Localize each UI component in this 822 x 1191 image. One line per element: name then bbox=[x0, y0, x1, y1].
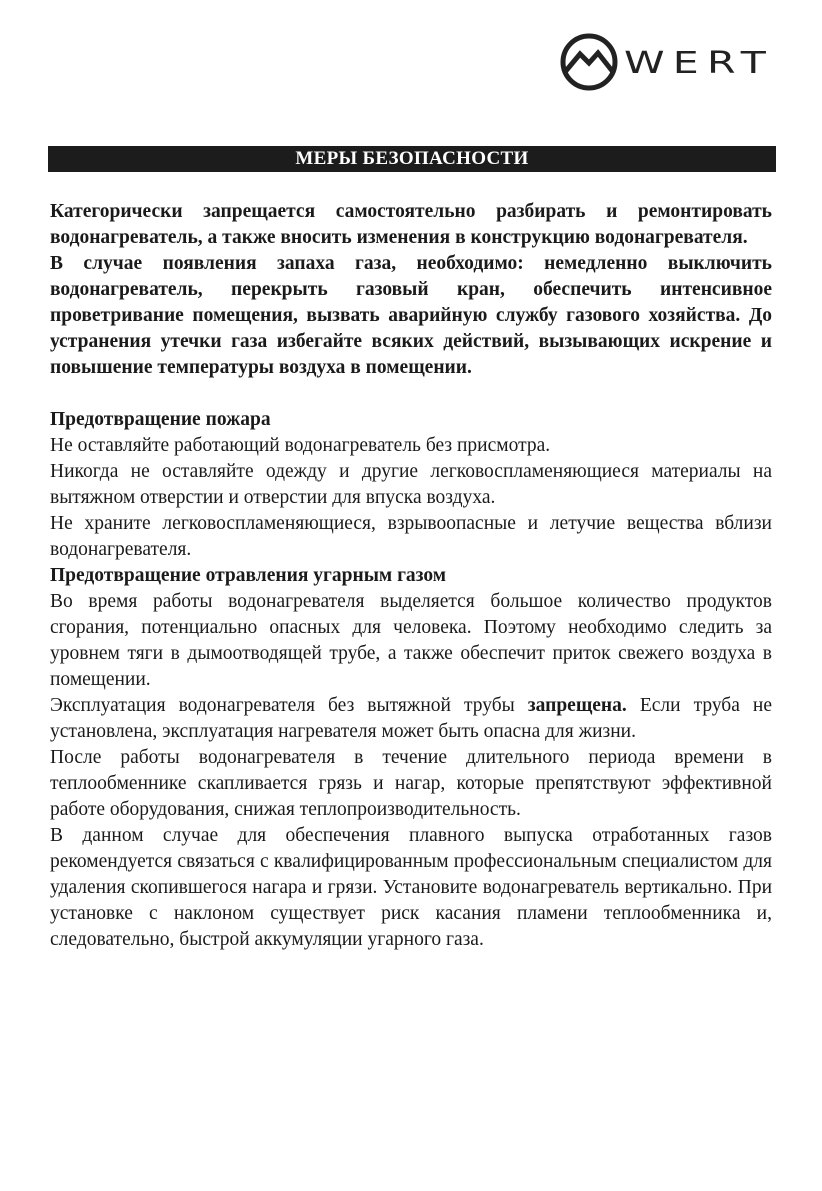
document-body bbox=[50, 199, 772, 953]
fire-paragraph-2: Никогда не оставляйте одежду и другие легковоспламеняющиеся материалы на вытяжном отверстии и отверстии для впуска воздуха. bbox=[50, 461, 772, 508]
co-p2-text-start: Эксплуатация водонагревателя без вытяжной трубы bbox=[50, 695, 528, 716]
mountain-logo-icon bbox=[563, 36, 615, 88]
fire-prevention-heading: Предотвращение пожара bbox=[50, 409, 271, 430]
wert-logo bbox=[558, 32, 778, 92]
page-title: МЕРЫ БЕЗОПАСНОСТИ bbox=[48, 146, 776, 172]
warning-paragraph-disassembly: Категорически запрещается самостоятельно разбирать и ремонтировать водонагреватель, а также вносить изменения в конструкцию водонагревателя. bbox=[50, 201, 772, 248]
co-poisoning-heading: Предотвращение отравления угарным газом bbox=[50, 565, 447, 586]
co-p2-text-end: Если труба не установлена, эксплуатация нагревателя может быть опасна для жизни. bbox=[50, 695, 772, 742]
fire-paragraph-1: Не оставляйте работающий водонагреватель без присмотра. bbox=[50, 435, 551, 456]
co-paragraph-4: В данном случае для обеспечения плавного выпуска отработанных газов рекомендуется связаться с квалифицированным профессиональным специалистом для удаления скопившегося нагара и грязи. Установите водонагреватель вертикально. При установке с наклоном существует риск касания пламени теплообменника и, следовательно, быстрой аккумуляции угарного газа. bbox=[50, 825, 772, 950]
brand-name: WERT bbox=[624, 46, 774, 81]
co-p2-bold: запрещена. bbox=[527, 695, 627, 716]
warning-paragraph-gas-smell: В случае появления запаха газа, необходимо: немедленно выключить водонагреватель, перекрыть газовый кран, обеспечить интенсивное проветривание помещения, вызвать аварийную службу газового хозяйства. До устранения утечки газа избегайте всяких действий, вызывающих искрение и повышение температуры воздуха в помещении. bbox=[50, 253, 772, 378]
co-paragraph-1: Во время работы водонагревателя выделяется большое количество продуктов сгорания, потенциально опасных для человека. Поэтому необходимо следить за уровнем тяги в дымоотводящей трубе, а также обеспечит приток свежего воздуха в помещении. bbox=[50, 591, 772, 690]
co-paragraph-3: После работы водонагревателя в течение длительного периода времени в теплообменнике скапливается грязь и нагар, которые препятствуют эффективной работе оборудования, снижая теплопроизводительность. bbox=[50, 747, 772, 820]
fire-paragraph-3: Не храните легковоспламеняющиеся, взрывоопасные и летучие вещества вблизи водонагревателя. bbox=[50, 513, 772, 560]
co-paragraph-2 bbox=[50, 693, 772, 745]
